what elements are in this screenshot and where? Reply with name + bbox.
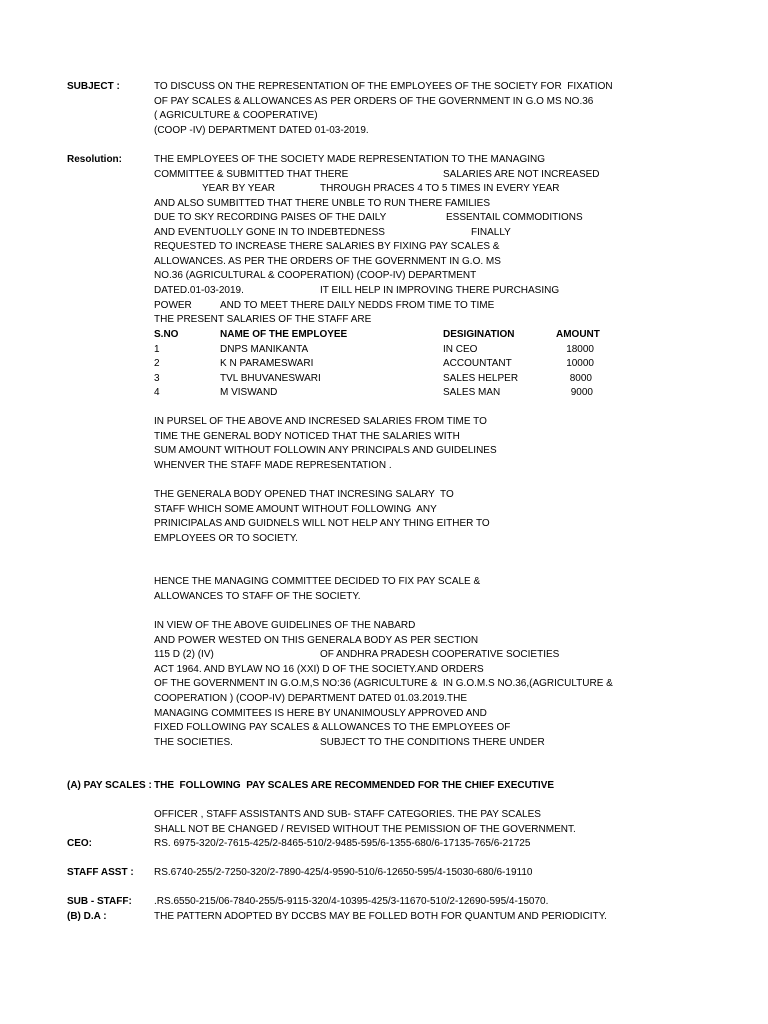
subject-line: OF PAY SCALES & ALLOWANCES AS PER ORDERS OF THE GOVERNMENT IN G.O MS NO.36 — [154, 96, 594, 107]
paragraph-line: COOPERATION ) (COOP-IV) DEPARTMENT DATED 01.03.2019.THE — [154, 693, 468, 704]
paragraph-line: THE SOCIETIES. — [154, 737, 233, 748]
subject-line: (COOP -IV) DEPARTMENT DATED 01-03-2019. — [154, 125, 369, 136]
resolution-line: YEAR BY YEAR — [202, 183, 275, 194]
resolution-line: SALARIES ARE NOT INCREASED — [443, 169, 600, 180]
resolution-line: AND TO MEET THERE DAILY NEDDS FROM TIME TO TIME — [220, 300, 495, 311]
paragraph-line: OF THE GOVERNMENT IN G.O.M,S NO:36 (AGRICULTURE & — [154, 678, 438, 689]
subject-line: ( AGRICULTURE & COOPERATIVE) — [154, 110, 318, 121]
resolution-line: NO.36 (AGRICULTURAL & COOPERATION) (COOP-IV) DEPARTMENT — [154, 270, 477, 281]
resolution-line: DATED.01-03-2019. — [154, 285, 244, 296]
pay-scales-heading: THE FOLLOWING PAY SCALES ARE RECOMMENDED FOR THE CHIEF EXECUTIVE — [154, 780, 555, 791]
cell-amount: 8000 — [569, 373, 592, 384]
da-text: THE PATTERN ADOPTED BY DCCBS MAY BE FOLLED BOTH FOR QUANTUM AND PERIODICITY. — [154, 911, 607, 922]
da-label: (B) D.A : — [67, 911, 107, 922]
cell-name: DNPS MANIKANTA — [220, 344, 309, 355]
paragraph-line: ALLOWANCES TO STAFF OF THE SOCIETY. — [154, 591, 361, 602]
resolution-line: FINALLY — [471, 227, 511, 238]
resolution-line: THE PRESENT SALARIES OF THE STAFF ARE — [154, 314, 372, 325]
paragraph-line: THE GENERALA BODY OPENED THAT INCRESING SALARY TO — [154, 489, 454, 500]
ceo-label: CEO: — [67, 838, 92, 849]
paragraph-line: IN VIEW OF THE ABOVE GUIDELINES OF THE NABARD — [154, 620, 416, 631]
pay-scales-label: (A) PAY SCALES : — [67, 780, 152, 791]
sub-staff-pay-scale: .RS.6550-215/06-7840-255/5-9115-320/4-10395-425/3-11670-510/2-12690-595/4-15070. — [154, 896, 549, 907]
column-header-designation: DESIGINATION — [443, 329, 515, 340]
cell-sno: 4 — [154, 387, 160, 398]
paragraph-line: FIXED FOLLOWING PAY SCALES & ALLOWANCES TO THE EMPLOYEES OF — [154, 722, 511, 733]
paragraph-line: 115 D (2) (IV) — [154, 649, 214, 660]
paragraph-line: IN PURSEL OF THE ABOVE AND INCRESED SALARIES FROM TIME TO — [154, 416, 487, 427]
staff-asst-pay-scale: RS.6740-255/2-7250-320/2-7890-425/4-9590-510/6-12650-595/4-15030-680/6-19110 — [154, 867, 533, 878]
resolution-line: POWER — [154, 300, 192, 311]
paragraph-line: SUM AMOUNT WITHOUT FOLLOWIN ANY PRINCIPALS AND GUIDELINES — [154, 445, 497, 456]
resolution-label: Resolution: — [67, 154, 122, 165]
sub-staff-label: SUB - STAFF: — [67, 896, 132, 907]
resolution-line: ALLOWANCES. AS PER THE ORDERS OF THE GOVERNMENT IN G.O. MS — [154, 256, 501, 267]
cell-amount: 18000 — [566, 344, 594, 355]
cell-designation: ACCOUNTANT — [443, 358, 512, 369]
column-header-name: NAME OF THE EMPLOYEE — [220, 329, 348, 340]
cell-name: K N PARAMESWARI — [220, 358, 314, 369]
paragraph-line: IN G.O.M.S NO.36,(AGRICULTURE & — [443, 678, 613, 689]
subject-line: TO DISCUSS ON THE REPRESENTATION OF THE EMPLOYEES OF THE SOCIETY FOR FIXATION — [154, 81, 613, 92]
cell-designation: SALES MAN — [443, 387, 501, 398]
column-header-amount: AMOUNT — [556, 329, 600, 340]
subject-label: SUBJECT : — [67, 81, 120, 92]
resolution-line: THROUGH PRACES 4 TO 5 TIMES IN EVERY YEAR — [320, 183, 560, 194]
paragraph-line: WHENVER THE STAFF MADE REPRESENTATION . — [154, 460, 392, 471]
cell-sno: 3 — [154, 373, 160, 384]
paragraph-line: TIME THE GENERAL BODY NOTICED THAT THE SALARIES WITH — [154, 431, 460, 442]
column-header-sno: S.NO — [154, 329, 179, 340]
paragraph-line: STAFF WHICH SOME AMOUNT WITHOUT FOLLOWING ANY — [154, 504, 437, 515]
cell-name: M VISWAND — [220, 387, 278, 398]
paragraph-line: SUBJECT TO THE CONDITIONS THERE UNDER — [320, 737, 545, 748]
resolution-line: COMMITTEE & SUBMITTED THAT THERE — [154, 169, 349, 180]
cell-designation: IN CEO — [443, 344, 478, 355]
paragraph-line: EMPLOYEES OR TO SOCIETY. — [154, 533, 298, 544]
cell-sno: 1 — [154, 344, 160, 355]
resolution-line: THE EMPLOYEES OF THE SOCIETY MADE REPRESENTATION TO THE MANAGING — [154, 154, 545, 165]
cell-name: TVL BHUVANESWARI — [220, 373, 321, 384]
paragraph-line: MANAGING COMMITEES IS HERE BY UNANIMOUSLY APPROVED AND — [154, 708, 487, 719]
paragraph-line: ACT 1964. AND BYLAW NO 16 (XXI) D OF THE SOCIETY.AND ORDERS — [154, 664, 484, 675]
paragraph-line: OFFICER , STAFF ASSISTANTS AND SUB- STAFF CATEGORIES. THE PAY SCALES — [154, 809, 541, 820]
resolution-line: AND ALSO SUMBITTED THAT THERE UNBLE TO RUN THERE FAMILIES — [154, 198, 491, 209]
staff-asst-label: STAFF ASST : — [67, 867, 134, 878]
paragraph-line: HENCE THE MANAGING COMMITTEE DECIDED TO FIX PAY SCALE & — [154, 576, 481, 587]
resolution-line: AND EVENTUOLLY GONE IN TO INDEBTEDNESS — [154, 227, 385, 238]
paragraph-line: SHALL NOT BE CHANGED / REVISED WITHOUT THE PEMISSION OF THE GOVERNMENT. — [154, 824, 576, 835]
resolution-line: IT EILL HELP IN IMPROVING THERE PURCHASING — [320, 285, 560, 296]
paragraph-line: PRINICIPALAS AND GUIDNELS WILL NOT HELP ANY THING EITHER TO — [154, 518, 490, 529]
resolution-line: REQUESTED TO INCREASE THERE SALARIES BY FIXING PAY SCALES & — [154, 241, 500, 252]
resolution-line: ESSENTAIL COMMODITIONS — [446, 212, 583, 223]
cell-amount: 9000 — [570, 387, 593, 398]
cell-amount: 10000 — [566, 358, 594, 369]
resolution-line: DUE TO SKY RECORDING PAISES OF THE DAILY — [154, 212, 387, 223]
cell-designation: SALES HELPER — [443, 373, 519, 384]
paragraph-line: AND POWER WESTED ON THIS GENERALA BODY AS PER SECTION — [154, 635, 479, 646]
cell-sno: 2 — [154, 358, 160, 369]
paragraph-line: OF ANDHRA PRADESH COOPERATIVE SOCIETIES — [320, 649, 560, 660]
ceo-pay-scale: RS. 6975-320/2-7615-425/2-8465-510/2-9485-595/6-1355-680/6-17135-765/6-21725 — [154, 838, 531, 849]
